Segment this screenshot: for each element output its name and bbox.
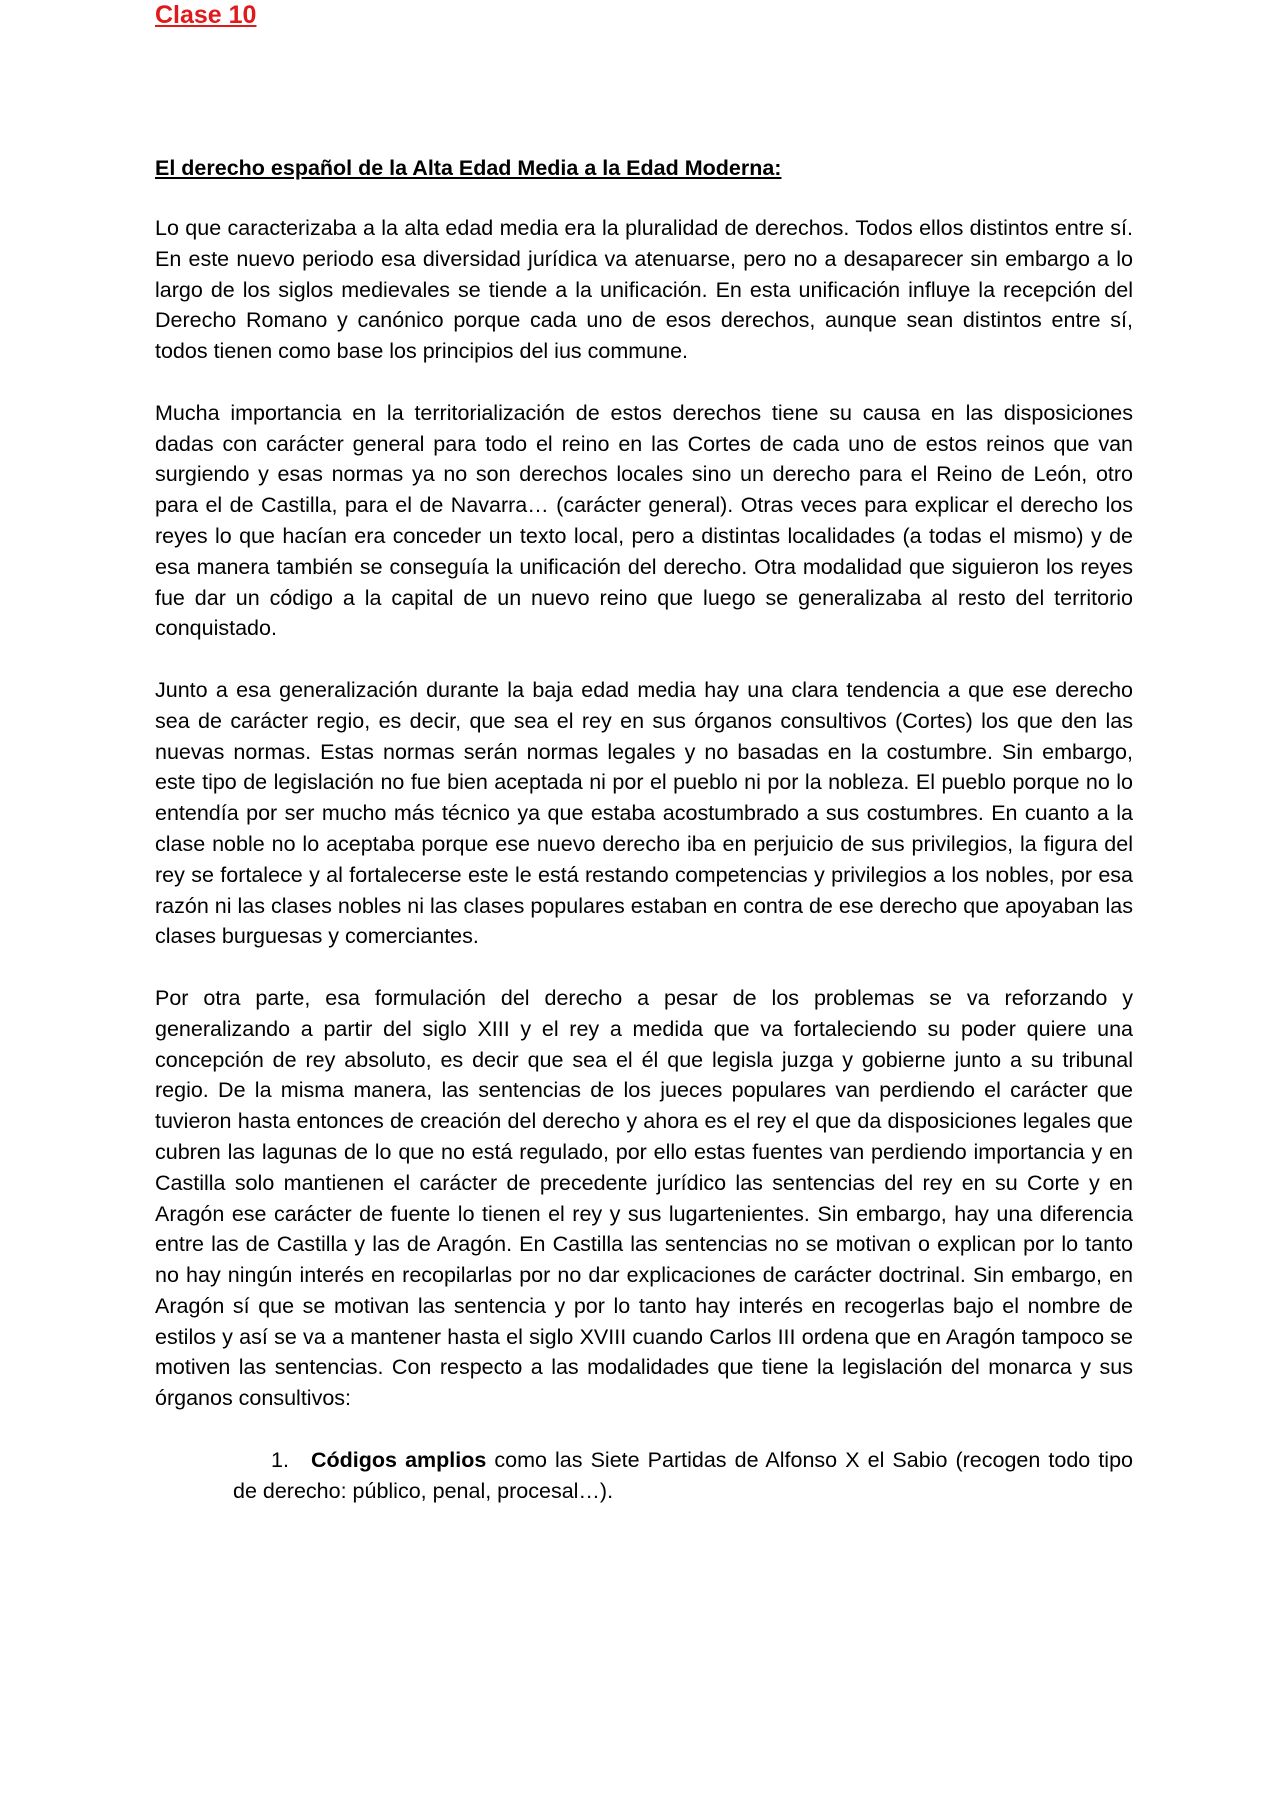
paragraph: Mucha importancia en la territorialización de estos derechos tiene su causa en las disposiciones dadas con carácter general para todo el reino en las Cortes de cada uno de estos reinos que van surgiendo y esas normas ya no son derechos locales sino un derecho para el Reino de León, otro para el de Castilla, para el de Navarra… (carácter general). Otras veces para explicar el derecho los reyes lo que hacían era conceder un texto local, pero a distintas localidades (a todas el mismo) y de esa manera también se conseguía la unificación del derecho. Otra modalidad que siguieron los reyes fue dar un código a la capital de un nuevo reino que luego se generalizaba al resto del territorio conquistado.	[155, 400, 1133, 641]
list-item-bold-term: Códigos amplios	[311, 1447, 487, 1472]
list-item-number: 1.	[271, 1447, 289, 1472]
paragraph: Junto a esa generalización durante la baja edad media hay una clara tendencia a que ese derecho sea de carácter regio, es decir, que sea el rey en sus órganos consultivos (Cortes) los que den las nuevas normas. Estas normas serán normas legales y no basadas en la costumbre. Sin embargo, este tipo de legislación no fue bien aceptada ni por el pueblo ni por la nobleza. El pueblo porque no lo entendía por ser mucho más técnico ya que estaba acostumbrado a sus costumbres. En cuanto a la clase noble no lo aceptaba porque ese nuevo derecho iba en perjuicio de sus privilegios, la figura del rey se fortalece y al fortalecerse este le está restando competencias y privilegios a los nobles, por esa razón ni las clases nobles ni las clases populares estaban en contra de ese derecho que apoyaban las clases burguesas y comerciantes.	[155, 677, 1133, 949]
paragraph: Por otra parte, esa formulación del derecho a pesar de los problemas se va reforzando y generalizando a partir del siglo XIII y el rey a medida que va fortaleciendo su poder quiere una concepción de rey absoluto, es decir que sea el él que legisla juzga y gobierne junto a su tribunal regio. De la misma manera, las sentencias de los jueces populares van perdiendo el carácter que tuvieron hasta entonces de creación del derecho y ahora es el rey el que da disposiciones legales que cubren las lagunas de lo que no está regulado, por ello estas fuentes van perdiendo importancia y en Castilla solo mantienen el carácter de precedente jurídico las sentencias del rey en su Corte y en Aragón ese carácter de fuente lo tienen el rey y sus lugartenientes. Sin embargo, hay una diferencia entre las de Castilla y las de Aragón. En Castilla las sentencias no se motivan o explican por lo tanto no hay ningún interés en recopilarlas por no dar explicaciones de carácter doctrinal. Sin embargo, en Aragón sí que se motivan las sentencia y por lo tanto hay interés en recogerlas bajo el nombre de estilos y así se va a mantener hasta el siglo XVIII cuando Carlos III ordena que en Aragón tampoco se motiven las sentencias. Con respecto a las modalidades que tiene la legislación del monarca y sus órganos consultivos:	[155, 985, 1133, 1411]
list-item-text: como las Siete Partidas de Alfonso X el Sabio (recogen todo tipo de derecho: público, penal, procesal…).	[233, 1447, 1133, 1503]
list-item	[233, 1445, 1133, 1507]
modalities-list	[233, 1445, 1133, 1507]
paragraph: Lo que caracterizaba a la alta edad media era la pluralidad de derechos. Todos ellos distintos entre sí. En este nuevo periodo esa diversidad jurídica va atenuarse, pero no a desaparecer sin embargo a lo largo de los siglos medievales se tiende a la unificación. En esta unificación influye la recepción del Derecho Romano y canónico porque cada uno de esos derechos, aunque sean distintos entre sí, todos tienen como base los principios del ius commune.	[155, 216, 1133, 364]
section-title: El derecho español de la Alta Edad Media a la Edad Moderna:	[155, 156, 782, 180]
class-title: Clase 10	[155, 1, 257, 29]
document-body	[155, 213, 1133, 1506]
